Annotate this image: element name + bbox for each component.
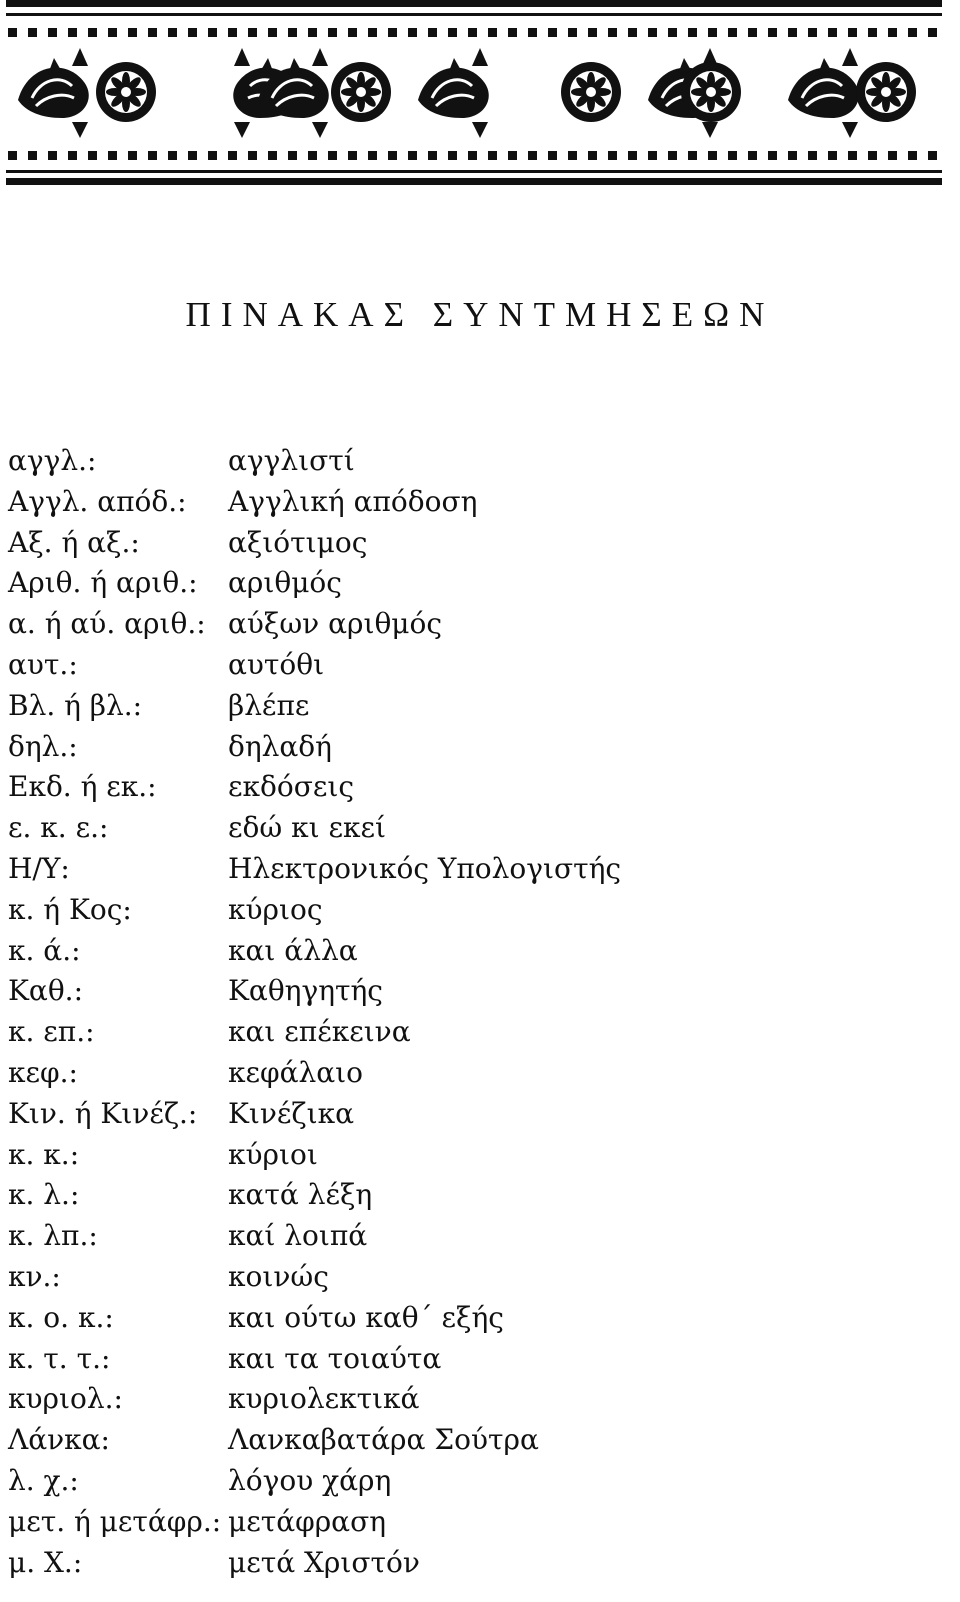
meaning: Καθηγητής — [228, 974, 383, 1008]
abbreviation: κ. ο. κ.: — [8, 1300, 114, 1334]
abbreviation: κν.: — [8, 1259, 61, 1293]
list-item — [8, 1420, 948, 1461]
list-item — [8, 1216, 948, 1257]
list-item — [8, 1339, 948, 1380]
meaning: εδώ κι εκεί — [228, 811, 386, 845]
list-item — [8, 727, 948, 768]
list-item — [8, 1502, 948, 1543]
abbreviation: κ. λπ.: — [8, 1219, 98, 1253]
abbreviation: κ. ά.: — [8, 933, 81, 967]
meaning: μετά Χριστόν — [228, 1545, 420, 1579]
abbreviation: Καθ.: — [8, 974, 84, 1008]
meaning: και άλλα — [228, 933, 358, 967]
meaning: δηλαδή — [228, 729, 332, 763]
abbreviation: Εκδ. ή εκ.: — [8, 770, 157, 804]
list-item — [8, 1053, 948, 1094]
list-item — [8, 604, 948, 645]
meaning: αξιότιμος — [228, 525, 368, 559]
abbreviation: κ. λ.: — [8, 1178, 80, 1212]
meaning: αύξων αριθμός — [228, 607, 443, 641]
abbreviation: αυτ.: — [8, 647, 78, 681]
abbreviation: Αριθ. ή αριθ.: — [8, 566, 198, 600]
abbreviation: μ. Χ.: — [8, 1545, 83, 1579]
meaning: λόγου χάρη — [228, 1463, 392, 1497]
meaning: Αγγλική απόδοση — [228, 484, 478, 518]
list-item — [8, 1135, 948, 1176]
list-item — [8, 645, 948, 686]
list-item — [8, 441, 948, 482]
abbreviation: κ. κ.: — [8, 1137, 80, 1171]
meaning: καί λοιπά — [228, 1219, 368, 1253]
list-item — [8, 1461, 948, 1502]
abbreviation: α. ή αύ. αριθ.: — [8, 607, 206, 641]
list-item — [8, 1257, 948, 1298]
meaning: κεφάλαιο — [228, 1055, 364, 1089]
meaning: αυτόθι — [228, 647, 325, 681]
list-item — [8, 563, 948, 604]
abbreviation: Κιν. ή Κινέζ.: — [8, 1096, 198, 1130]
list-item — [8, 1379, 948, 1420]
abbreviation: κ. επ.: — [8, 1015, 95, 1049]
meaning: κυριολεκτικά — [228, 1382, 420, 1416]
abbreviation: Αγγλ. απόδ.: — [8, 484, 187, 518]
abbreviation: Αξ. ή αξ.: — [8, 525, 140, 559]
list-item — [8, 1012, 948, 1053]
meaning: μετάφραση — [228, 1504, 386, 1538]
list-item — [8, 1175, 948, 1216]
abbreviation: δηλ.: — [8, 729, 78, 763]
abbreviation: Βλ. ή βλ.: — [8, 688, 143, 722]
meaning: και τα τοιαύτα — [228, 1341, 442, 1375]
list-item — [8, 890, 948, 931]
list-item — [8, 1094, 948, 1135]
abbreviation: κ. τ. τ.: — [8, 1341, 111, 1375]
list-item — [8, 1543, 948, 1584]
meaning: κύριος — [228, 892, 323, 926]
meaning: βλέπε — [228, 688, 310, 722]
meaning: και επέκεινα — [228, 1015, 411, 1049]
meaning: Κινέζικα — [228, 1096, 354, 1130]
meaning: κύριοι — [228, 1137, 318, 1171]
list-item — [8, 971, 948, 1012]
list-item — [8, 808, 948, 849]
abbreviation: μετ. ή μετάφρ.: — [8, 1504, 222, 1538]
page-title: ΠΙΝΑΚΑΣ ΣΥΝΤΜΗΣΕΩΝ — [185, 295, 775, 334]
abbreviation: λ. χ.: — [8, 1463, 79, 1497]
abbreviation: Η/Υ: — [8, 851, 70, 885]
meaning: κατά λέξη — [228, 1178, 373, 1212]
abbreviation: αγγλ.: — [8, 444, 97, 477]
abbreviation: Λάνκα: — [8, 1423, 110, 1457]
list-item — [8, 686, 948, 727]
list-item — [8, 931, 948, 972]
abbreviation: κυριολ.: — [8, 1382, 123, 1416]
abbreviation: κεφ.: — [8, 1055, 78, 1089]
list-item — [8, 482, 948, 523]
meaning: κοινώς — [228, 1259, 329, 1293]
abbreviation: κ. ή Κος: — [8, 892, 132, 926]
list-item — [8, 767, 948, 808]
meaning: αγγλιστί — [228, 444, 355, 477]
meaning: και ούτω καθ΄ εξής — [228, 1300, 504, 1334]
list-item — [8, 849, 948, 890]
meaning: αριθμός — [228, 566, 342, 600]
abbreviation: ε. κ. ε.: — [8, 811, 109, 845]
meaning: Ηλεκτρονικός Υπολογιστής — [228, 851, 622, 885]
list-item — [8, 1298, 948, 1339]
meaning: εκδόσεις — [228, 770, 354, 804]
meaning: Λανκαβατάρα Σούτρα — [228, 1423, 539, 1457]
list-item — [8, 523, 948, 564]
abbreviations-list — [8, 441, 948, 1583]
ornamental-border — [6, 0, 942, 196]
